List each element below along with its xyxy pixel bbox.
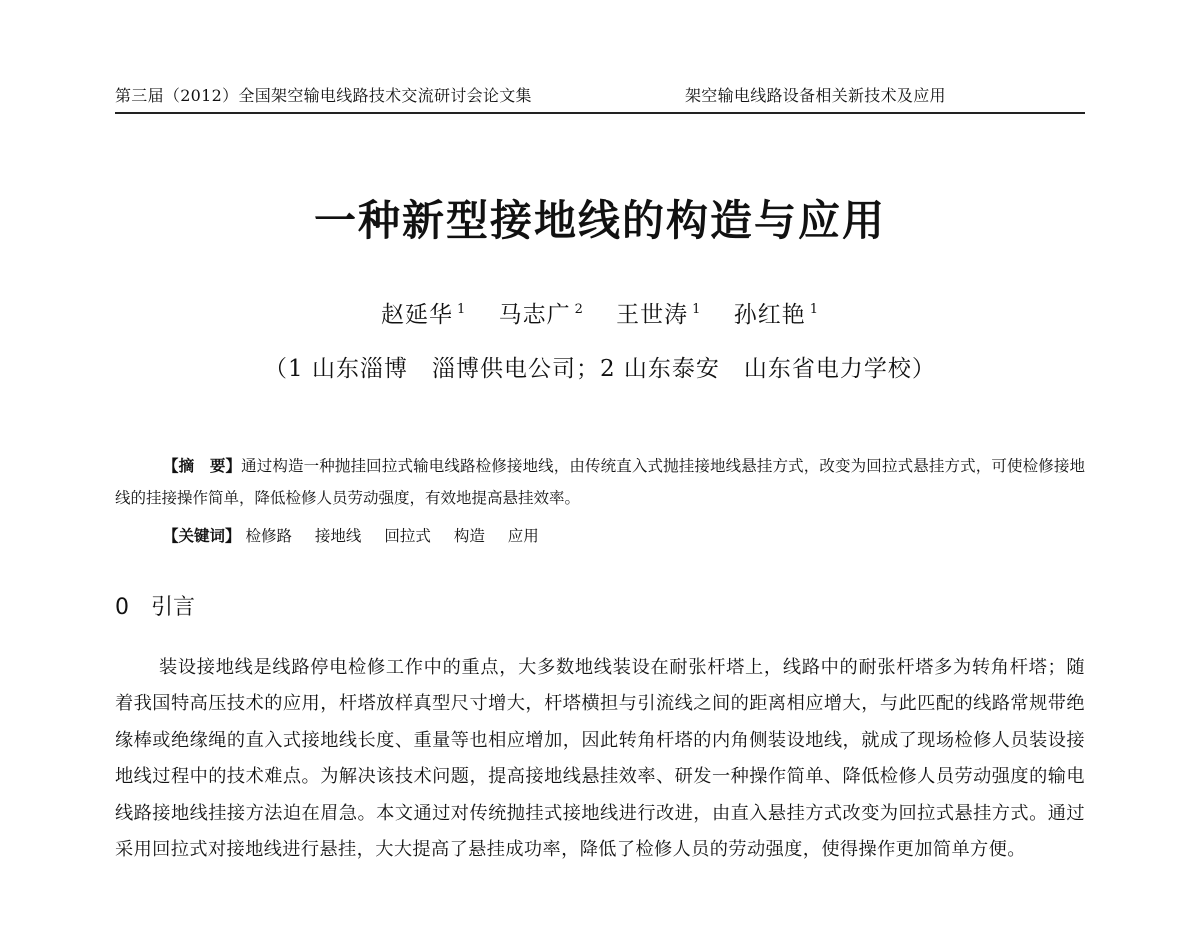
author-affiliation-mark: 2 [574, 302, 584, 318]
section-title: 引言 [151, 595, 196, 620]
author-name: 王世涛 [616, 302, 689, 328]
keyword: 回拉式 [384, 527, 431, 545]
header-section-title: 架空输电线路设备相关新技术及应用 [685, 86, 946, 105]
author-name: 孙红艳 [733, 302, 806, 328]
author-affiliation-mark: 1 [456, 302, 467, 318]
author-list [0, 296, 1200, 329]
abstract-text: 通过构造一种抛挂回拉式输电线路检修接地线，由传统直入式抛挂接地线悬挂方式，改变为回拉式悬挂方式，可使检修接地线的挂接操作简单，降低检修人员劳动强度，有效地提高悬挂效率。 [115, 457, 1085, 507]
keywords [163, 520, 557, 552]
header-proceedings-title: 第三届（2012）全国架空输电线路技术交流研讨会论文集 [115, 86, 532, 105]
keyword: 检修路 [245, 527, 292, 545]
author-item [381, 302, 466, 328]
body-paragraph: 装设接地线是线路停电检修工作中的重点，大多数地线装设在耐张杆塔上，线路中的耐张杆塔多为转角杆塔；随着我国特高压技术的应用，杆塔放样真型尺寸增大，杆塔横担与引流线之间的距离相应增大，与此匹配的线路常规带绝缘棒或绝缘绳的直入式接地线长度、重量等也相应增加，因此转角杆塔的内角侧装设地线，就成了现场检修人员装设接地线过程中的技术难点。为解决该技术问题，提高接地线悬挂效率、研发一种操作简单、降低检修人员劳动强度的输电线路接地线挂接方法迫在眉急。本文通过对传统抛挂式接地线进行改进，由直入悬挂方式改变为回拉式悬挂方式。通过采用回拉式对接地线进行悬挂，大大提高了悬挂成功率，降低了检修人员的劳动强度，使得操作更加简单方便。 [115, 657, 1085, 861]
running-header [115, 80, 1085, 114]
abstract [115, 450, 1085, 514]
keywords-label: 【关键词】 [163, 527, 241, 545]
author-affiliation-mark: 1 [692, 302, 702, 318]
author-item [734, 302, 819, 328]
keyword: 接地线 [314, 527, 362, 545]
author-item [499, 302, 584, 328]
author-affiliation-mark: 1 [809, 302, 820, 318]
author-item [616, 302, 701, 328]
affiliation: （1 山东淄博 淄博供电公司；2 山东泰安 山东省电力学校） [264, 356, 936, 382]
author-name: 马志广 [498, 302, 571, 328]
section-number: 0 [115, 595, 129, 620]
keyword: 应用 [507, 527, 539, 545]
paper-title: 一种新型接地线的构造与应用 [313, 196, 886, 245]
author-name: 赵延华 [380, 302, 453, 328]
abstract-label: 【摘 要】 [163, 457, 242, 475]
keyword: 构造 [453, 527, 485, 545]
section-heading [115, 590, 195, 621]
